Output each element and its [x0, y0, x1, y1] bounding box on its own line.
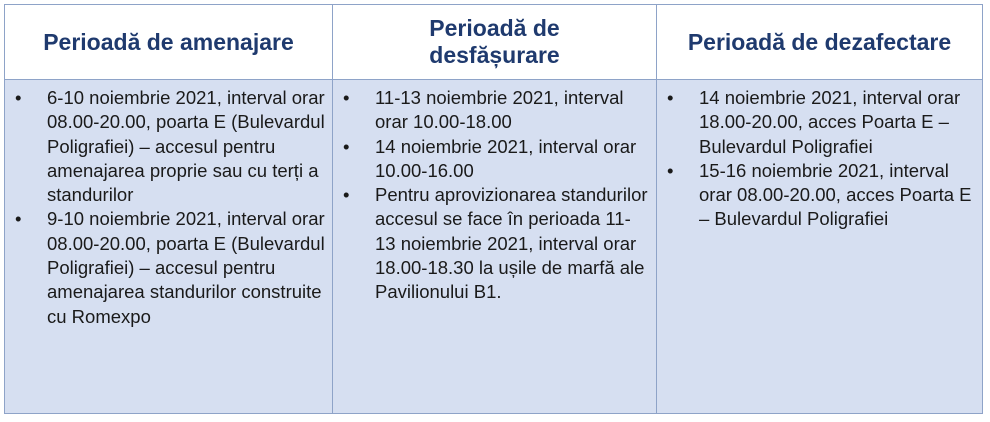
list-item: • 11-13 noiembrie 2021, interval orar 10.00-18.00 [343, 86, 650, 135]
body-row [5, 80, 983, 414]
header-amenajare: Perioadă de amenajare [5, 5, 333, 80]
header-dezafectare: Perioadă de dezafectare [657, 5, 983, 80]
list-item: • 9-10 noiembrie 2021, interval orar 08.00-20.00, poarta E (Bulevardul Poligrafiei) – accesul pentru amenajarea standurilor construite cu Romexpo [15, 207, 326, 328]
list-item: • 14 noiembrie 2021, interval orar 10.00-16.00 [343, 135, 650, 184]
list-item: • 14 noiembrie 2021, interval orar 18.00-20.00, acces Poarta E – Bulevardul Poligrafiei [667, 86, 976, 159]
cell-desfasurare [333, 80, 657, 414]
cell-dezafectare [657, 80, 983, 414]
list-item: • Pentru aprovizionarea standurilor accesul se face în perioada 11-13 noiembrie 2021, interval orar 18.00-18.30 la ușile de marfă ale Pavilionului B1. [343, 183, 650, 304]
header-desfasurare: Perioadă de desfășurare [333, 5, 657, 80]
header-row [5, 5, 983, 80]
list-item: • 15-16 noiembrie 2021, interval orar 08.00-20.00, acces Poarta E – Bulevardul Poligrafiei [667, 159, 976, 232]
cell-amenajare [5, 80, 333, 414]
list-item: • 6-10 noiembrie 2021, interval orar 08.00-20.00, poarta E (Bulevardul Poligrafiei) – accesul pentru amenajarea proprie sau cu terți a standurilor [15, 86, 326, 207]
schedule-table [4, 4, 983, 414]
list-desfasurare [333, 80, 656, 305]
list-dezafectare [657, 80, 982, 232]
list-amenajare [5, 80, 332, 329]
